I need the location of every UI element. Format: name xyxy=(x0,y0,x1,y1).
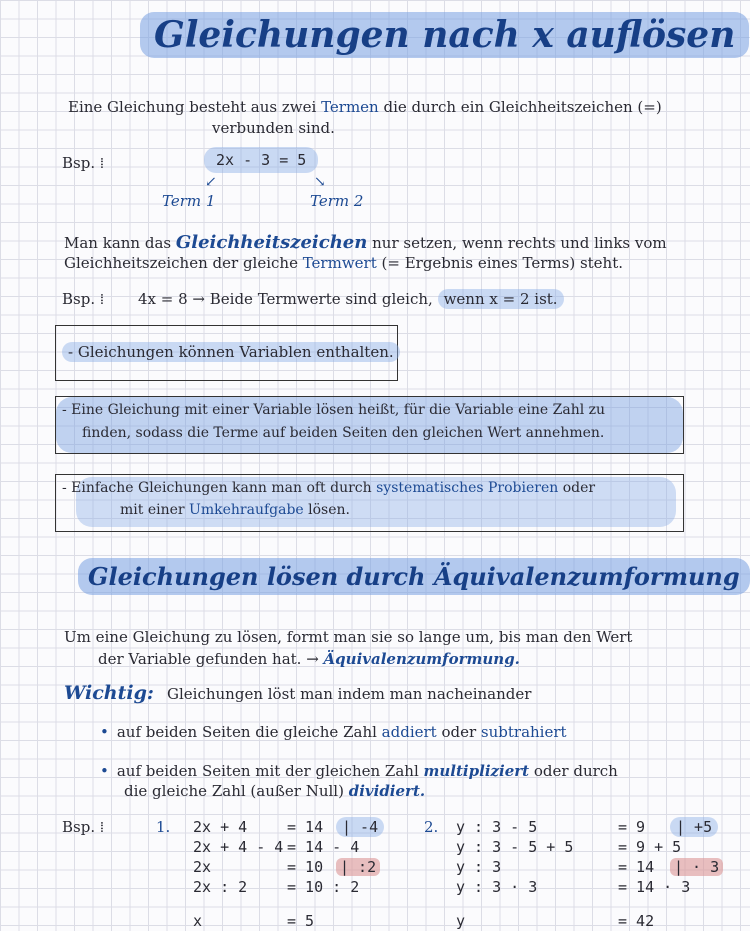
equation-rhs: = 10 xyxy=(287,858,324,876)
intro-line-2: verbunden sind. xyxy=(212,119,335,137)
equation-operation: | +5 xyxy=(670,818,718,836)
equation-lhs: 2x : 2 xyxy=(193,878,248,896)
bullet-icon: • xyxy=(100,762,109,780)
bullet-icon: • xyxy=(100,723,109,741)
aequivalenz-keyword: Äquivalenzumformung. xyxy=(323,650,520,668)
equation-lhs: y xyxy=(456,912,466,930)
equation-lhs: 2x + 4 - 4 xyxy=(193,838,284,856)
example3-number-1: 1. xyxy=(156,818,171,836)
para3-line-2: der Variable gefunden hat. → Äquivalenzumformung. xyxy=(98,650,520,668)
equation-rhs: = 9 + 5 xyxy=(618,838,682,856)
note-box-3: - Einfache Gleichungen kann man oft durch systematisches Probieren oder mit einer Umkehraufgabe lösen. xyxy=(55,474,684,532)
para3-line-1: Um eine Gleichung zu lösen, formt man sie so lange um, bis man den Wert xyxy=(64,628,633,646)
umkehraufgabe-keyword: Umkehraufgabe xyxy=(189,502,304,518)
equation-lhs: y : 3 - 5 xyxy=(456,818,538,836)
equation-lhs: y : 3 xyxy=(456,858,502,876)
equation-rhs: = 14 · 3 xyxy=(618,878,691,896)
note-box-2: - Eine Gleichung mit einer Variable lösen heißt, für die Variable eine Zahl zu finden, sodass die Terme auf beiden Seiten den gleichen Wert annehmen. xyxy=(55,396,684,454)
page-title: Gleichungen nach x auflösen xyxy=(140,14,749,56)
example2-label: Bsp. ⁞ xyxy=(62,290,105,308)
term2-label: Term 2 xyxy=(310,192,364,210)
equation-rhs: = 14 xyxy=(618,858,655,876)
term1-label: Term 1 xyxy=(162,192,216,210)
equation-rhs: = 9 xyxy=(618,818,646,836)
example3-number-2: 2. xyxy=(424,818,439,836)
equation-lhs: 2x xyxy=(193,858,212,876)
arrow-right-icon: ↘ xyxy=(314,174,326,190)
para2-line-1: Man kann das Gleichheitszeichen nur setzen, wenn rechts und links vom xyxy=(64,232,667,253)
equation-lhs: 2x + 4 xyxy=(193,818,248,836)
equation-rhs: = 5 xyxy=(287,912,315,930)
bullet-2-cont: die gleiche Zahl (außer Null) dividiert. xyxy=(124,782,426,800)
example2-text: 4x = 8 → Beide Termwerte sind gleich, wenn x = 2 ist. xyxy=(138,290,564,308)
equation-rhs: = 14 - 4 xyxy=(287,838,360,856)
equation-lhs: x xyxy=(193,912,203,930)
termwert-keyword: Termwert xyxy=(302,254,377,272)
example-equation: 2x - 3 = 5 xyxy=(204,151,318,169)
equation-operation: | -4 xyxy=(336,818,384,836)
intro-line-1: Eine Gleichung besteht aus zwei Termen die durch ein Gleichheitszeichen (=) xyxy=(68,98,662,116)
para2-line-2: Gleichheitszeichen der gleiche Termwert (= Ergebnis eines Terms) steht. xyxy=(64,254,623,272)
gleichheitszeichen-keyword: Gleichheitszeichen xyxy=(175,232,368,253)
example3-label: Bsp. ⁞ xyxy=(62,818,105,836)
equation-operation: | · 3 xyxy=(670,858,723,876)
wichtig-line: Wichtig: Gleichungen löst man indem man nacheinander xyxy=(64,682,532,704)
equation-lhs: y : 3 · 3 xyxy=(456,878,538,896)
equation-operation: | :2 xyxy=(336,858,380,876)
wichtig-label: Wichtig: xyxy=(64,682,154,704)
example-label: Bsp. ⁞ xyxy=(62,154,105,172)
bullet-1: • auf beiden Seiten die gleiche Zahl addiert oder subtrahiert xyxy=(100,723,567,741)
equation-rhs: = 14 xyxy=(287,818,324,836)
term-keyword: Termen xyxy=(321,98,379,116)
section-subtitle: Gleichungen lösen durch Äquivalenzumformung xyxy=(78,562,750,591)
equation-rhs: = 42 xyxy=(618,912,655,930)
probieren-keyword: systematisches Probieren xyxy=(376,480,559,496)
note-box-1: - Gleichungen können Variablen enthalten. xyxy=(55,325,398,381)
equation-rhs: = 10 : 2 xyxy=(287,878,360,896)
equation-lhs: y : 3 - 5 + 5 xyxy=(456,838,574,856)
arrow-left-icon: ↙ xyxy=(205,174,217,190)
bullet-2: • auf beiden Seiten mit der gleichen Zahl multipliziert oder durch xyxy=(100,762,618,780)
